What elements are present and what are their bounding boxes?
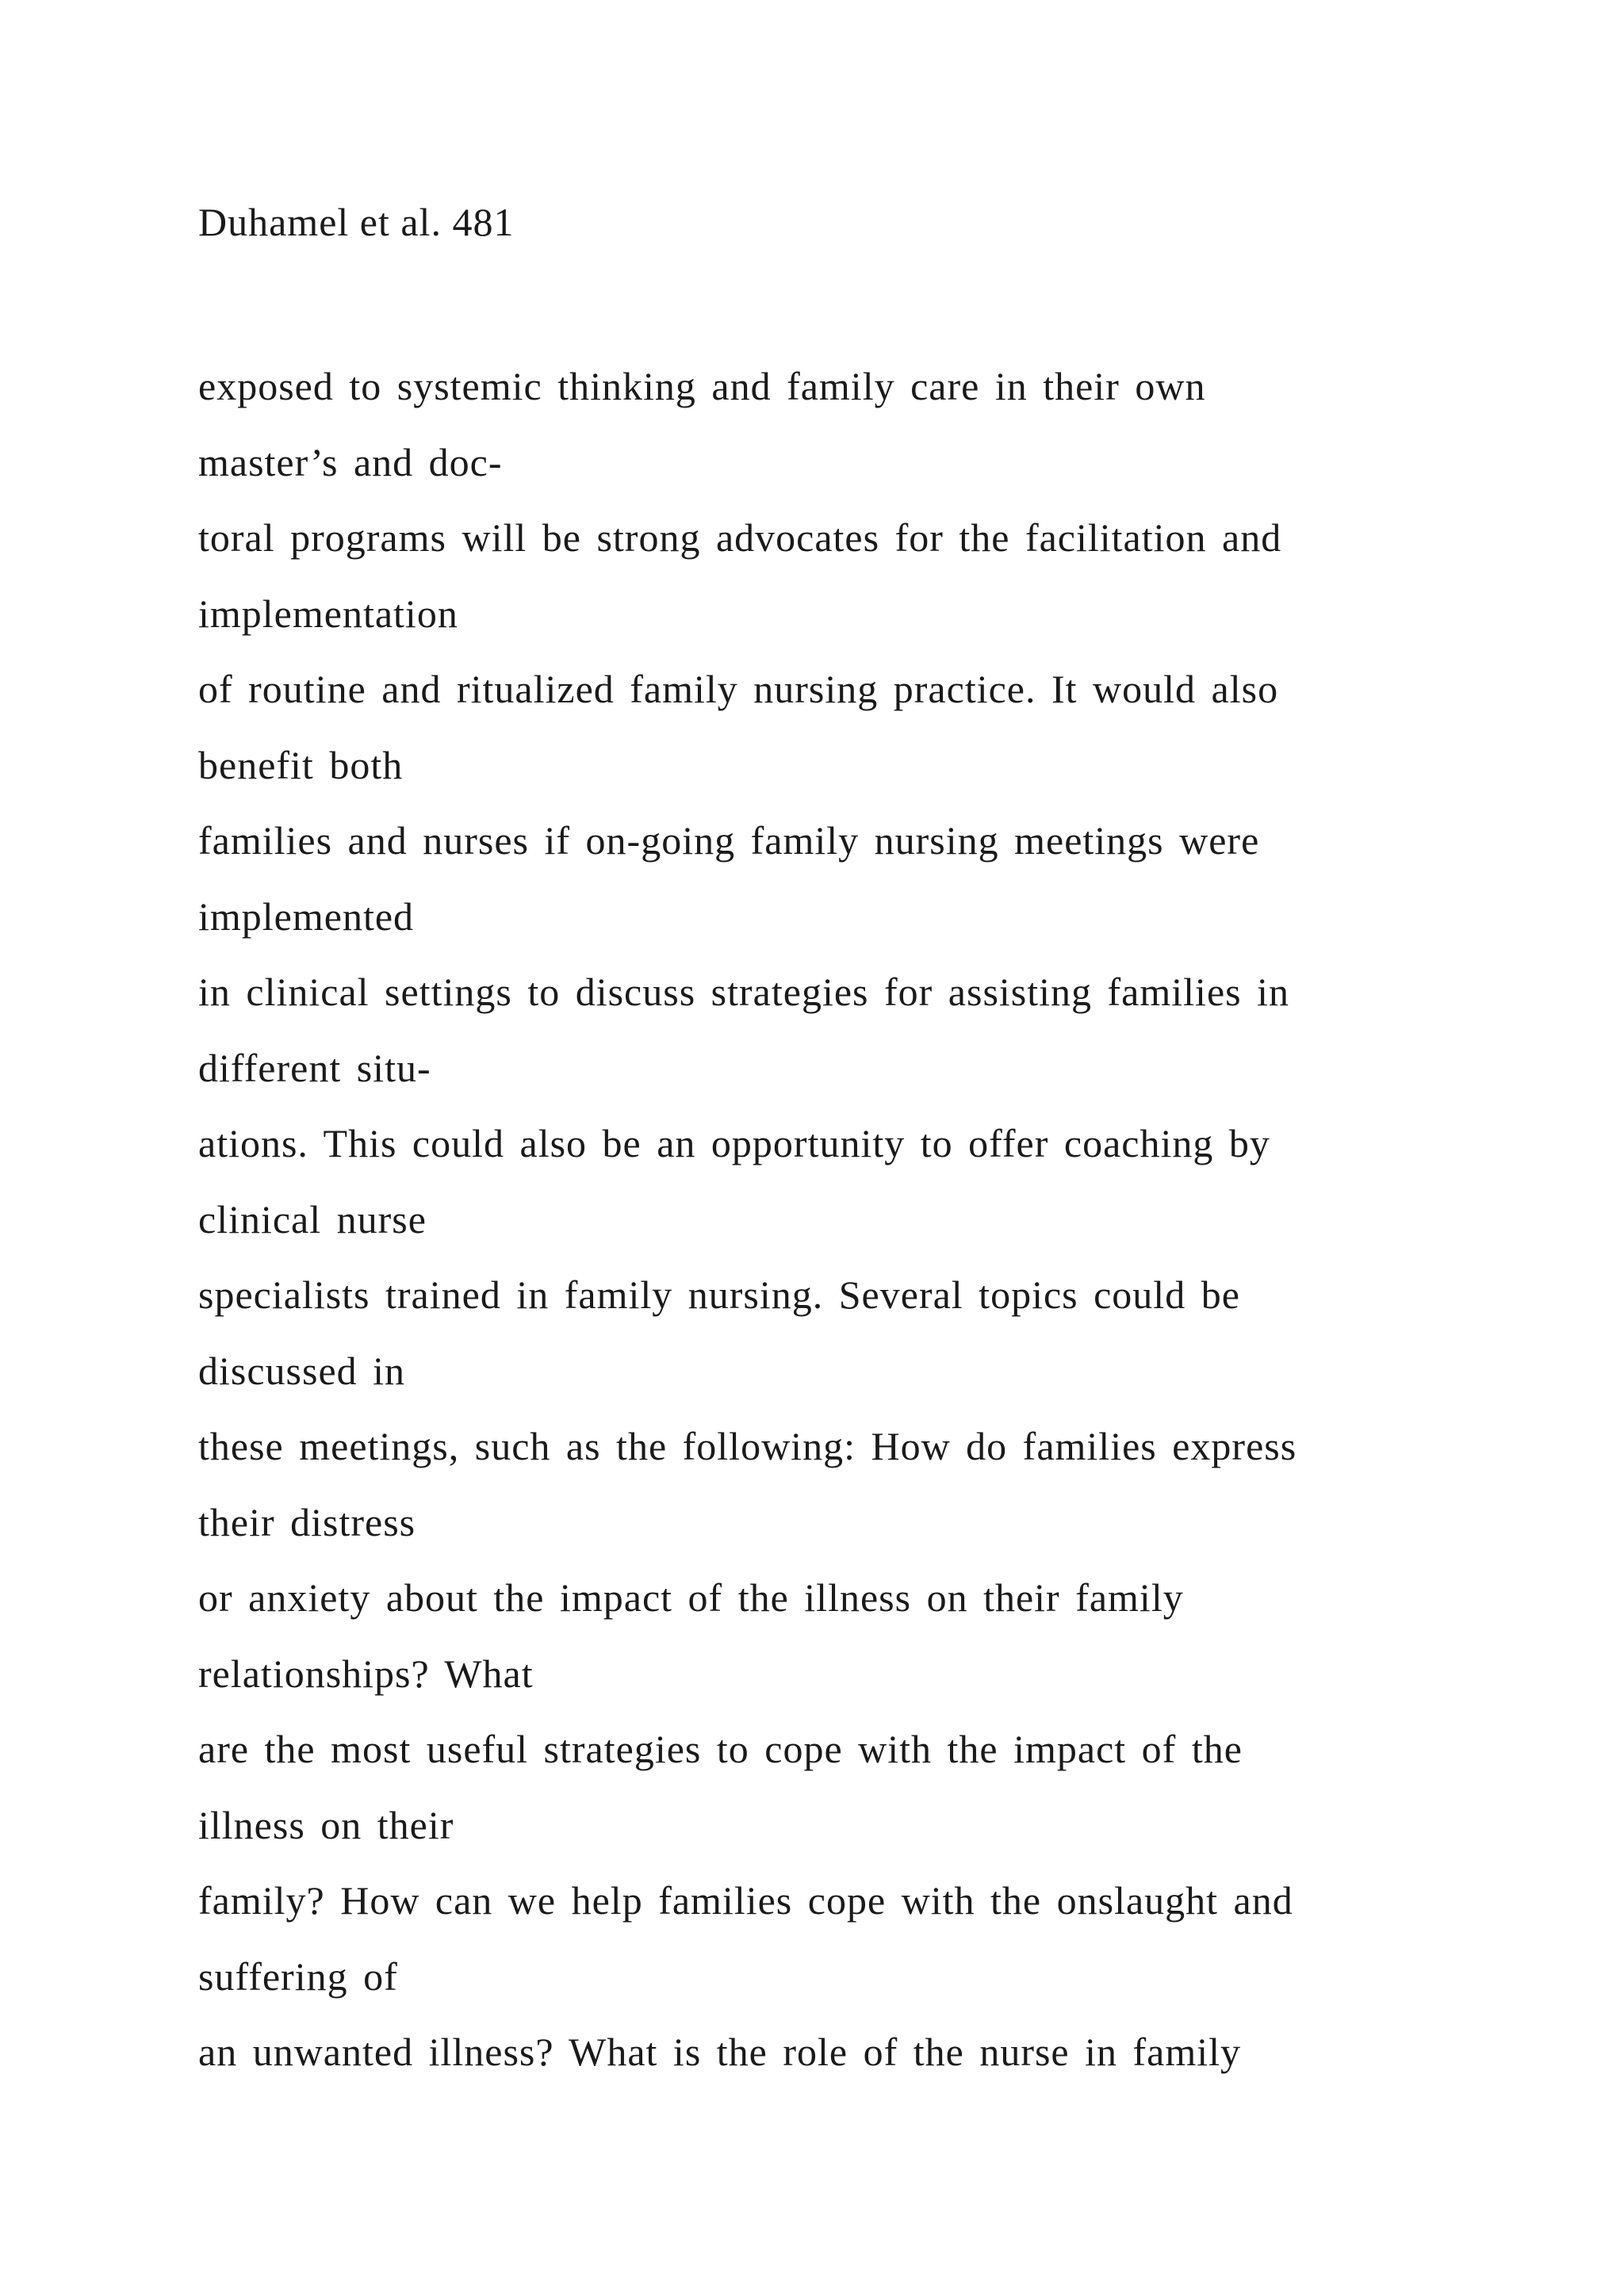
text-line: of routine and ritualized family nursing practice. It would also	[198, 667, 1279, 711]
text-line: implemented	[198, 894, 415, 939]
text-line: benefit both	[198, 742, 404, 787]
text-line: ations. This could also be an opportunity to offer coaching by	[198, 1121, 1270, 1165]
text-line: discussed in	[198, 1348, 406, 1393]
text-line: are the most useful strategies to cope with the impact of the	[198, 1727, 1243, 1771]
text-line: master’s and doc-	[198, 439, 503, 484]
text-line: families and nurses if on-going family nursing meetings were	[198, 818, 1260, 863]
text-line: different situ-	[198, 1045, 431, 1090]
text-line: implementation	[198, 591, 458, 636]
running-header: Duhamel et al. 481	[198, 200, 515, 244]
text-line: illness on their	[198, 1802, 454, 1847]
text-line: suffering of	[198, 1954, 398, 1999]
text-line: relationships? What	[198, 1651, 534, 1696]
text-line: family? How can we help families cope with the onslaught and	[198, 1878, 1293, 1923]
text-line: these meetings, such as the following: How do families express	[198, 1424, 1297, 1468]
text-line: exposed to systemic thinking and family care in their own	[198, 364, 1206, 408]
text-line: their distress	[198, 1499, 416, 1544]
text-line: specialists trained in family nursing. Several topics could be	[198, 1272, 1240, 1317]
body-text	[198, 349, 1546, 2091]
text-line: or anxiety about the impact of the illness on their family	[198, 1575, 1184, 1620]
text-line: in clinical settings to discuss strategies for assisting families in	[198, 970, 1289, 1014]
text-line: toral programs will be strong advocates for the facilitation and	[198, 515, 1282, 560]
text-line: an unwanted illness? What is the role of the nurse in family	[198, 2030, 1242, 2074]
text-line: clinical nurse	[198, 1196, 427, 1242]
